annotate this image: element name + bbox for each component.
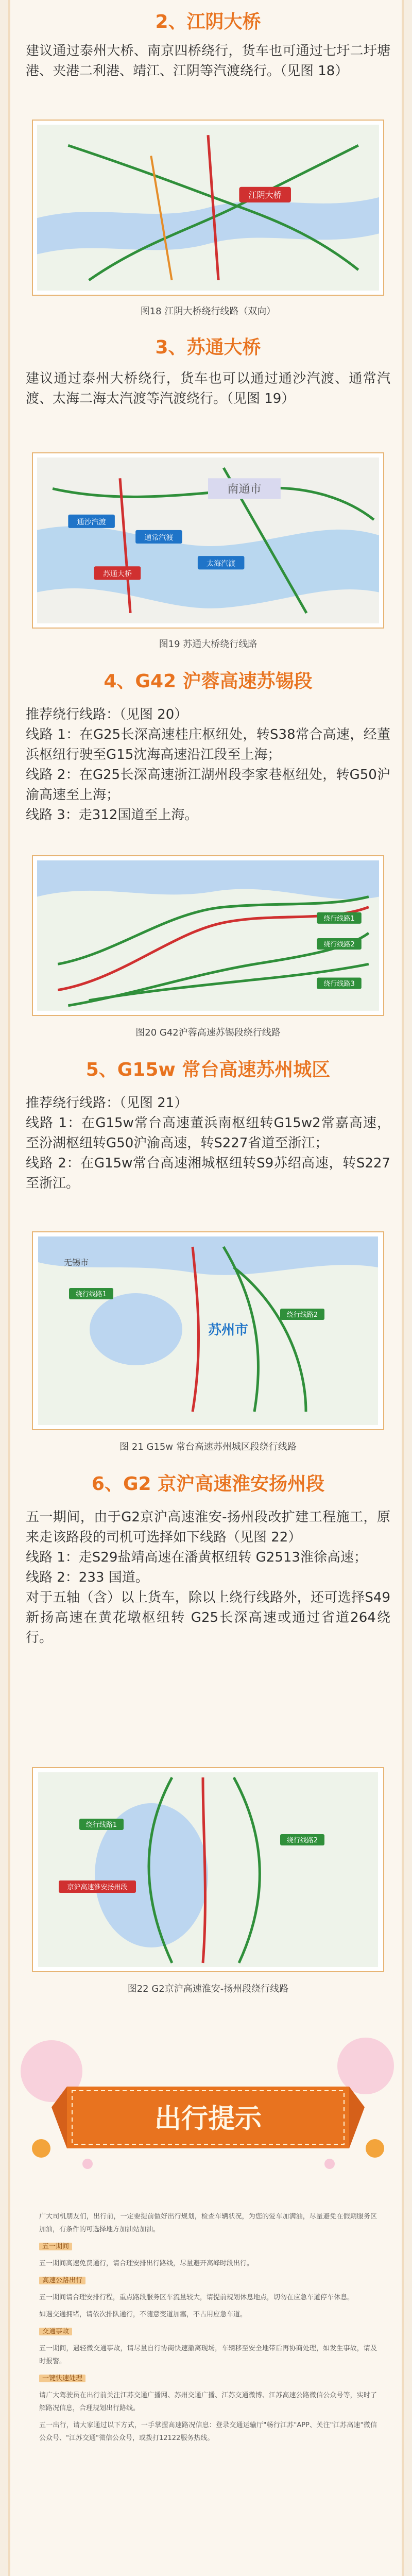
- paragraph: 线路 3：走312国道至上海。: [26, 807, 198, 823]
- section-title-sutong: 3、苏通大桥: [155, 337, 261, 358]
- travel-tips-banner: [10, 2030, 406, 2184]
- paragraph: 线路 1：走S29盐靖高速在潘黄枢纽转 G2513淮徐高速；: [26, 1550, 367, 1565]
- map-g15w: [32, 1231, 384, 1430]
- map-label: 京沪高速淮安扬州段: [67, 1884, 128, 1891]
- paragraph: 建议通过泰州大桥绕行，货车也可以通过通沙汽渡、通常汽渡、太海二海太汽渡等汽渡绕行。（见图 19）: [26, 371, 390, 406]
- banner-art: [10, 2030, 406, 2184]
- route-map-svg: [37, 1236, 379, 1425]
- article-sheet: [8, 0, 404, 2576]
- section-body-sutong: [26, 369, 390, 409]
- map-label: 无锡市: [64, 1258, 89, 1267]
- map-label: 苏州市: [208, 1323, 249, 1338]
- tip-paragraph: 五一期间请合理安排行程，重点路段服务区车流量较大，请提前规划休息地点，切勿在应急车道停车休息。: [39, 2294, 354, 2301]
- tip-paragraph: 五一期间高速免费通行，请合理安排出行路线，尽量避开高峰时段出行。: [39, 2260, 254, 2267]
- map-label: 通常汽渡: [144, 533, 174, 542]
- paragraph: 建议通过泰州大桥、南京四桥绕行，货车也可通过七圩二圩塘港、夹港二利港、靖江、江阴等汽渡绕行。（见图 18）: [26, 43, 390, 79]
- map-sutong: [32, 452, 384, 629]
- section-title-g42: 4、G42 沪蓉高速苏锡段: [104, 671, 313, 692]
- map-label: 绕行线路2: [286, 1311, 318, 1319]
- tip-paragraph: 请广大驾驶员在出行前关注江苏交通广播网、苏州交通广播、江苏交通微博、江苏高速公路微信公众号等，实时了解路况信息，合理规划出行路线。: [39, 2392, 377, 2412]
- travel-tips-notes: [39, 2210, 377, 2449]
- tip-paragraph: 如遇交通拥堵，请依次排队通行，不随意变道加塞，不占用应急车道。: [39, 2311, 247, 2318]
- map-jiangyin: [32, 120, 384, 296]
- map-label: 绕行线路1: [323, 914, 355, 923]
- tip-highlight: 一键快速处理: [39, 2375, 85, 2382]
- section-body-g15w: [26, 1093, 390, 1194]
- map-label: 绕行线路2: [323, 941, 355, 949]
- tip-highlight: 五一期间: [39, 2243, 72, 2250]
- paragraph: 对于五轴（含）以上货车，除以上绕行线路外，还可选择S49新扬高速在黄花墩枢纽转 G25长深高速或通过省道264绕行。: [26, 1590, 390, 1646]
- paragraph: 线路 1：在G25长深高速桂庄枢纽处，转S38常合高速，经董浜枢纽行驶至G15沈海高速沿江段至上海；: [26, 727, 390, 762]
- section-body-jiangyin: [26, 41, 390, 81]
- route-map-svg: [37, 125, 379, 291]
- paragraph: 推荐绕行线路：（见图 20）: [26, 707, 188, 722]
- map-g2: [32, 1767, 384, 1972]
- map-label: 绕行线路1: [75, 1291, 107, 1298]
- map-label: 江阴大桥: [248, 190, 282, 200]
- paragraph: 线路 1：在G15w常台高速董浜南枢纽转G15w2常嘉高速，至汾湖枢纽转G50沪渝高速，转S227省道至浙江；: [26, 1115, 390, 1151]
- banner-title: 出行提示: [154, 2104, 262, 2134]
- section-body-g2: [26, 1507, 390, 1648]
- section-title-g2: 6、G2 京沪高速淮安扬州段: [91, 1473, 325, 1495]
- map-label: 南通市: [227, 482, 262, 496]
- map-label: 太海汽渡: [206, 560, 236, 568]
- figure-caption-18: 图18 江阴大桥绕行线路（双向）: [140, 306, 276, 317]
- map-label: 通沙汽渡: [77, 518, 106, 527]
- figure-caption-22: 图22 G2京沪高速淮安-扬州段绕行线路: [127, 1984, 289, 1994]
- route-map-svg: [37, 457, 379, 623]
- paragraph: 五一期间，由于G2京沪高速淮安-扬州段改扩建工程施工，原来走该路段的司机可选择如下线路（见图 22）: [26, 1510, 390, 1545]
- figure-caption-21: 图 21 G15w 常台高速苏州城区段绕行线路: [119, 1442, 297, 1452]
- section-title-g15w: 5、G15w 常台高速苏州城区: [85, 1059, 331, 1080]
- paragraph: 线路 2：233 国道。: [26, 1570, 149, 1585]
- route-map-svg: [37, 860, 379, 1011]
- map-label: 绕行线路1: [85, 1821, 117, 1829]
- tip-paragraph: 五一期间，遇轻微交通事故，请尽量自行协商快速撤离现场，车辆移至安全地带后再协商处理，如发生事故，请及时报警。: [39, 2345, 377, 2365]
- figure-caption-19: 图19 苏通大桥绕行线路: [159, 639, 258, 650]
- map-g42: [32, 855, 384, 1016]
- paragraph: 线路 2：在G15w常台高速湘城枢纽转S9苏绍高速，转S227至浙江。: [26, 1156, 390, 1191]
- figure-caption-20: 图20 G42沪蓉高速苏锡段绕行线路: [135, 1027, 281, 1038]
- map-label: 绕行线路3: [323, 980, 355, 988]
- tip-highlight: 交通事故: [39, 2328, 72, 2335]
- route-map-svg: [37, 1772, 379, 1967]
- section-title-jiangyin: 2、江阴大桥: [155, 11, 261, 32]
- tip-highlight: 高速公路出行: [39, 2277, 85, 2284]
- paragraph: 推荐绕行线路：（见图 21）: [26, 1095, 188, 1111]
- paragraph: 线路 2：在G25长深高速浙江湖州段李家巷枢纽处，转G50沪渝高速至上海；: [26, 767, 390, 803]
- section-body-g42: [26, 705, 390, 825]
- tip-paragraph: 广大司机朋友们，出行前，一定要提前做好出行规划，检查车辆状况，为您的爱车加满油，尽量避免在假期服务区加油，有条件的可选择地方加油站加油。: [39, 2213, 377, 2233]
- map-label: 绕行线路2: [286, 1837, 318, 1844]
- map-label: 苏通大桥: [102, 570, 132, 579]
- tip-paragraph: 五一出行，请大家通过以下方式，一手掌握高速路况信息：登录交通运输厅"畅行江苏"APP、关注"江苏高速"微信公众号、"江苏交通"微信公众号，或拨打12122服务热线。: [39, 2421, 377, 2442]
